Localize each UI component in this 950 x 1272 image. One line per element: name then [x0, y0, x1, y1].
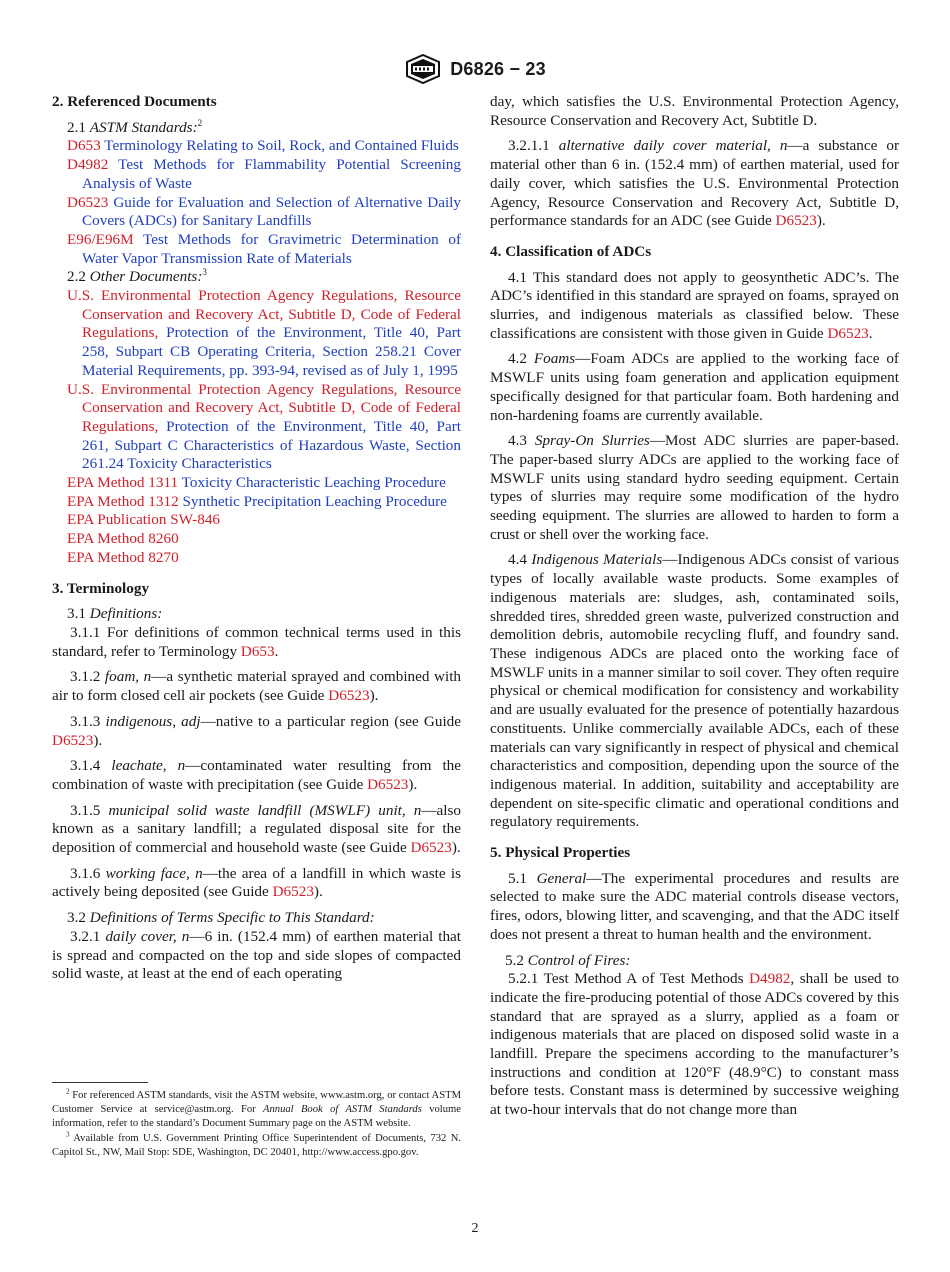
subsection-specific-definitions: 3.2 Definitions of Terms Specific to This Standard: [67, 909, 375, 927]
page-number: 2 [471, 1221, 479, 1236]
reference-item[interactable]: EPA Method 8260 [67, 530, 179, 548]
section-heading-physical-properties: 5. Physical Properties [490, 844, 631, 862]
link-d653[interactable]: D653 [240, 642, 275, 660]
paragraph-3-1-6: 3.1.6 working face, n—the area of a landfill in which waste is actively being deposited (see Guide D6523). [52, 864, 462, 901]
paragraph-3-1-3: 3.1.3 indigenous, adj—native to a particular region (see Guide D6523). [52, 712, 461, 749]
paragraph-4-2: 4.2 Foams—Foam ADCs are applied to the working face of MSWLF units using foam generation and application equipment specifically designed for that particular foam. Both hardening and non-hardening foams are currently available. [490, 350, 899, 424]
subsection-definitions: 3.1 Definitions: [67, 605, 163, 623]
section-heading-classification: 4. Classification of ADCs [490, 242, 652, 260]
footnotes [52, 1089, 461, 1160]
link-d6523[interactable]: D6523 [328, 687, 370, 705]
reference-item[interactable]: D4982 Test Methods for Flammability Potential Screening Analysis of Waste [67, 156, 461, 192]
page-header [0, 54, 950, 84]
astm-logo [404, 54, 442, 84]
reference-item[interactable]: D653 Terminology Relating to Soil, Rock, and Contained Fluids [67, 137, 459, 155]
link-d6523[interactable]: D6523 [827, 324, 869, 342]
footnote-divider [52, 1082, 148, 1083]
paragraph-3-1-1: 3.1.1 For definitions of common technical terms used in this standard, refer to Terminology D653. [52, 623, 461, 660]
link-d6523[interactable]: D6523 [272, 883, 314, 901]
paragraph-4-4: 4.4 Indigenous Materials—Indigenous ADCs consist of various types of locally available waste products. Some examples of indigenous materials are: sludges, ash, contaminated soils, shredded tires, shredded green waste, pulverized construction and demolition debris, automobile recycling fluff, and foundry sand. These indigenous ADCs are placed onto the working face of MSWLF units in a manner similar to soil cover. They often require physical or chemical modification for consistency and workability and are usually evaluated for the presence of potentially hazardous constituents. Unlike commercially available ADCs, each of these materials can vary significantly in respect of physical and chemical characteristics and composition, depending upon the source of the indigenous material. In addition, suitability and acceptability are dependent on site-specific climatic and operational conditions and regulatory requirements. [490, 551, 900, 831]
reference-item[interactable]: EPA Method 8270 [67, 548, 179, 566]
paragraph-3-2-1-continued: day, which satisfies the U.S. Environmental Protection Agency, Resource Conservation and Recovery Act, Subtitle D. [490, 93, 899, 129]
subsection-control-of-fires: 5.2 Control of Fires: [505, 951, 631, 969]
reference-item[interactable]: D6523 Guide for Evaluation and Selection of Alternative Daily Covers (ADCs) for Sanitary Landfills [67, 193, 461, 230]
subsection-other-documents: 2.2 Other Documents:$^3$ [67, 267, 207, 286]
subsection-astm-standards: 2.1 ASTM Standards:$^2$ [67, 117, 203, 136]
footnote-3: $^3$ Available from U.S. Government Printing Office Superintendent of Documents, 732 N. Capitol St., NW, Mail Stop: SDE, Washington, DC 20401, http://www.access.gpo.gov. [52, 1130, 461, 1158]
reference-item[interactable]: U.S. Environmental Protection Agency Regulations, Resource Conservation and Recovery Act, Subtitle D, Code of Federal Regulations, Protection of the Environment, Title 40, Part 261, Subpart C Characteristics of Hazardous Waste, Section 261.24 Toxicity Characteristics [67, 380, 462, 473]
link-d6523[interactable]: D6523 [52, 731, 94, 749]
reference-item[interactable]: U.S. Environmental Protection Agency Regulations, Resource Conservation and Recovery Act, Subtitle D, Code of Federal Regulations, Protection of the Environment, Title 40, Part 258, Subpart CB Operating Criteria, Section 258.21 Cover Material Requirements, pp. 393-94, revised as of July 1, 1995 [67, 287, 462, 379]
paragraph-5-1: 5.1 General—The experimental procedures and results are selected to make sure the ADC material controls disease vectors, fires, odors, blowing litter, and scavenging, and that the ADC itself does not present a threat to human health and the environment. [490, 869, 899, 943]
section-heading-terminology: 3. Terminology [52, 579, 150, 597]
footnote-2: $^2$ For referenced ASTM standards, visit the ASTM website, www.astm.org, or contact ASTM Customer Service at service@astm.org. For Annual Book of ASTM Standards volume information, refer to the standard’s Document Summary page on the ASTM website. [52, 1087, 461, 1130]
section-heading-referenced-documents: 2. Referenced Documents [52, 93, 217, 110]
paragraph-3-2-1: 3.2.1 daily cover, n—6 in. (152.4 mm) of earthen material that is spread and compacted on the top and side slopes of compacted solid waste, at least at the end of each operating [52, 927, 462, 983]
reference-item[interactable]: EPA Method 1312 Synthetic Precipitation Leaching Procedure [67, 492, 447, 510]
right-column [490, 93, 899, 1120]
link-d6523[interactable]: D6523 [775, 212, 817, 230]
link-d6523[interactable]: D6523 [410, 839, 452, 857]
reference-item[interactable]: EPA Publication SW-846 [67, 511, 221, 529]
paragraph-4-1: 4.1 This standard does not apply to geosynthetic ADC’s. The ADC’s identified in this standard are sprayed on foams, sprayed on slurries, and indigenous materials as classified below. These classifications are consistent with those given in Guide D6523. [490, 268, 899, 342]
reference-item[interactable]: E96/E96M Test Methods for Gravimetric Determination of Water Vapor Transmission Rate of Materials [67, 230, 461, 267]
link-d6523[interactable]: D6523 [367, 775, 409, 793]
paragraph-3-1-2: 3.1.2 foam, n—a synthetic material sprayed and combined with air to form closed cell air pockets (see Guide D6523). [52, 668, 462, 705]
reference-item[interactable]: EPA Method 1311 Toxicity Characteristic Leaching Procedure [67, 474, 446, 492]
link-d4982[interactable]: D4982 [749, 970, 791, 988]
paragraph-4-3: 4.3 Spray-On Slurries—Most ADC slurries are paper-based. The paper-based slurry ADCs are applied to the working face of MSWLF units using standard hydro seeding equipment. Certain types of slurries may require some modification of the hydro seeding equipment. The slurries are allowed to harden to form a crust or shell over the working face. [490, 432, 900, 543]
paragraph-3-1-5: 3.1.5 municipal solid waste landfill (MSWLF) unit, n—also known as a sanitary landfill; a regulated disposal site for the deposition of commercial and household waste (see Guide D6523). [52, 801, 462, 857]
paragraph-5-2-1: 5.2.1 Test Method A of Test Methods D4982, shall be used to indicate the fire-producing potential of those ADCs covered by this standard that are sprayed as a slurry, applied as a foam or indigenous materials that are placed on disposed solid waste in a landfill. Prepare the specimens according to the manufacturer’s instructions and condition at 120°F (48.9°C) to constant mass before tests. Constant mass is determined by successive weighing at two-hour intervals that do not change more than [490, 970, 899, 1119]
standard-designation: D6826 − 23 [450, 58, 546, 79]
paragraph-3-2-1-1: 3.2.1.1 alternative daily cover material, n—a substance or material other than 6 in. (152.4 mm) of earthen material, used for daily cover, which satisfies the U.S. Environmental Protection Agency, Resource Conservation and Recovery Act, Subtitle D, performance standards for an ADC (see Guide D6523). [490, 137, 900, 230]
paragraph-3-1-4: 3.1.4 leachate, n—contaminated water resulting from the combination of waste with precipitation (see Guide D6523). [52, 757, 462, 793]
left-column [52, 93, 461, 984]
